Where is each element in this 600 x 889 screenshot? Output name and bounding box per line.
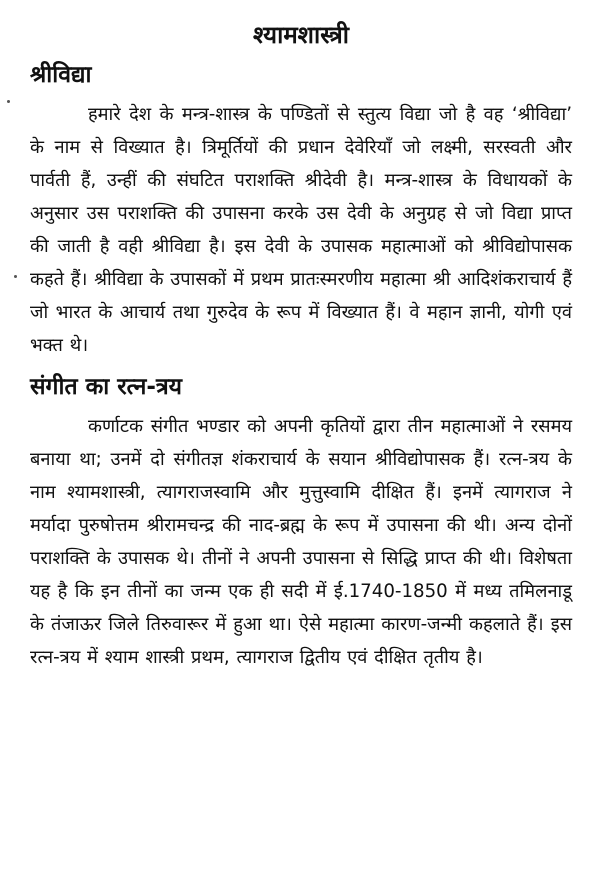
scan-speck (7, 100, 10, 103)
section-paragraph-srividya: हमारे देश के मन्त्र-शास्त्र के पण्डितों से स्तुत्य विद्या जो है वह ‘श्रीविद्या’ के नाम से विख्यात है। त्रिमूर्तियों की प्रधान देवेरियाँ जो लक्ष्मी, सरस्वती और पार्वती हैं, उन्हीं की संघटित पराशक्ति श्रीदेवी है। मन्त्र-शास्त्र के विधायकों के अनुसार उस पराशक्ति की उपासना करके उस देवी के अनुग्रह से जो विद्या प्राप्त की जाती है वही श्रीविद्या है। इस देवी के उपासक महात्माओं को श्रीविद्योपासक कहते हैं। श्रीविद्या के उपासकों में प्रथम प्रातःस्मरणीय महात्मा श्री आदिशंकराचार्य हैं जो भारत के आचार्य तथा गुरुदेव के रूप में विख्यात हैं। वे महान ज्ञानी, योगी एवं भक्त थे। (30, 104, 572, 356)
scan-speck (14, 275, 17, 278)
section-heading-srividya: श्रीविद्या (30, 62, 92, 88)
section-paragraph-ratna-traya: कर्णाटक संगीत भण्डार को अपनी कृतियों द्वारा तीन महात्माओं ने रसमय बनाया था; उनमें दो संगीतज्ञ शंकराचार्य के सयान श्रीविद्योपासक हैं। रत्न-त्रय के नाम श्यामशास्त्री, त्यागराजस्वामि और मुत्तुस्वामि दीक्षित हैं। इनमें त्यागराज ने मर्यादा पुरुषोत्तम श्रीरामचन्द्र की नाद-ब्रह्म के रूप में उपासना की थी। अन्य दोनों पराशक्ति के उपासक थे। तीनों ने अपनी उपासना से सिद्धि प्राप्त की थी। विशेषता यह है कि इन तीनों का जन्म एक ही सदी में ई.1740-1850 में मध्य तमिलनाडू के तंजाऊर जिले तिरुवारूर में हुआ था। ऐसे महात्मा कारण-जन्मी कहलाते हैं। इस रत्न-त्रय में श्याम शास्त्री प्रथम, त्यागराज द्वितीय एवं दीक्षित तृतीय है। (30, 416, 572, 668)
page-title: श्यामशास्त्री (252, 21, 350, 49)
section-heading-ratna-traya: संगीत का रत्न-त्रय (30, 374, 183, 400)
